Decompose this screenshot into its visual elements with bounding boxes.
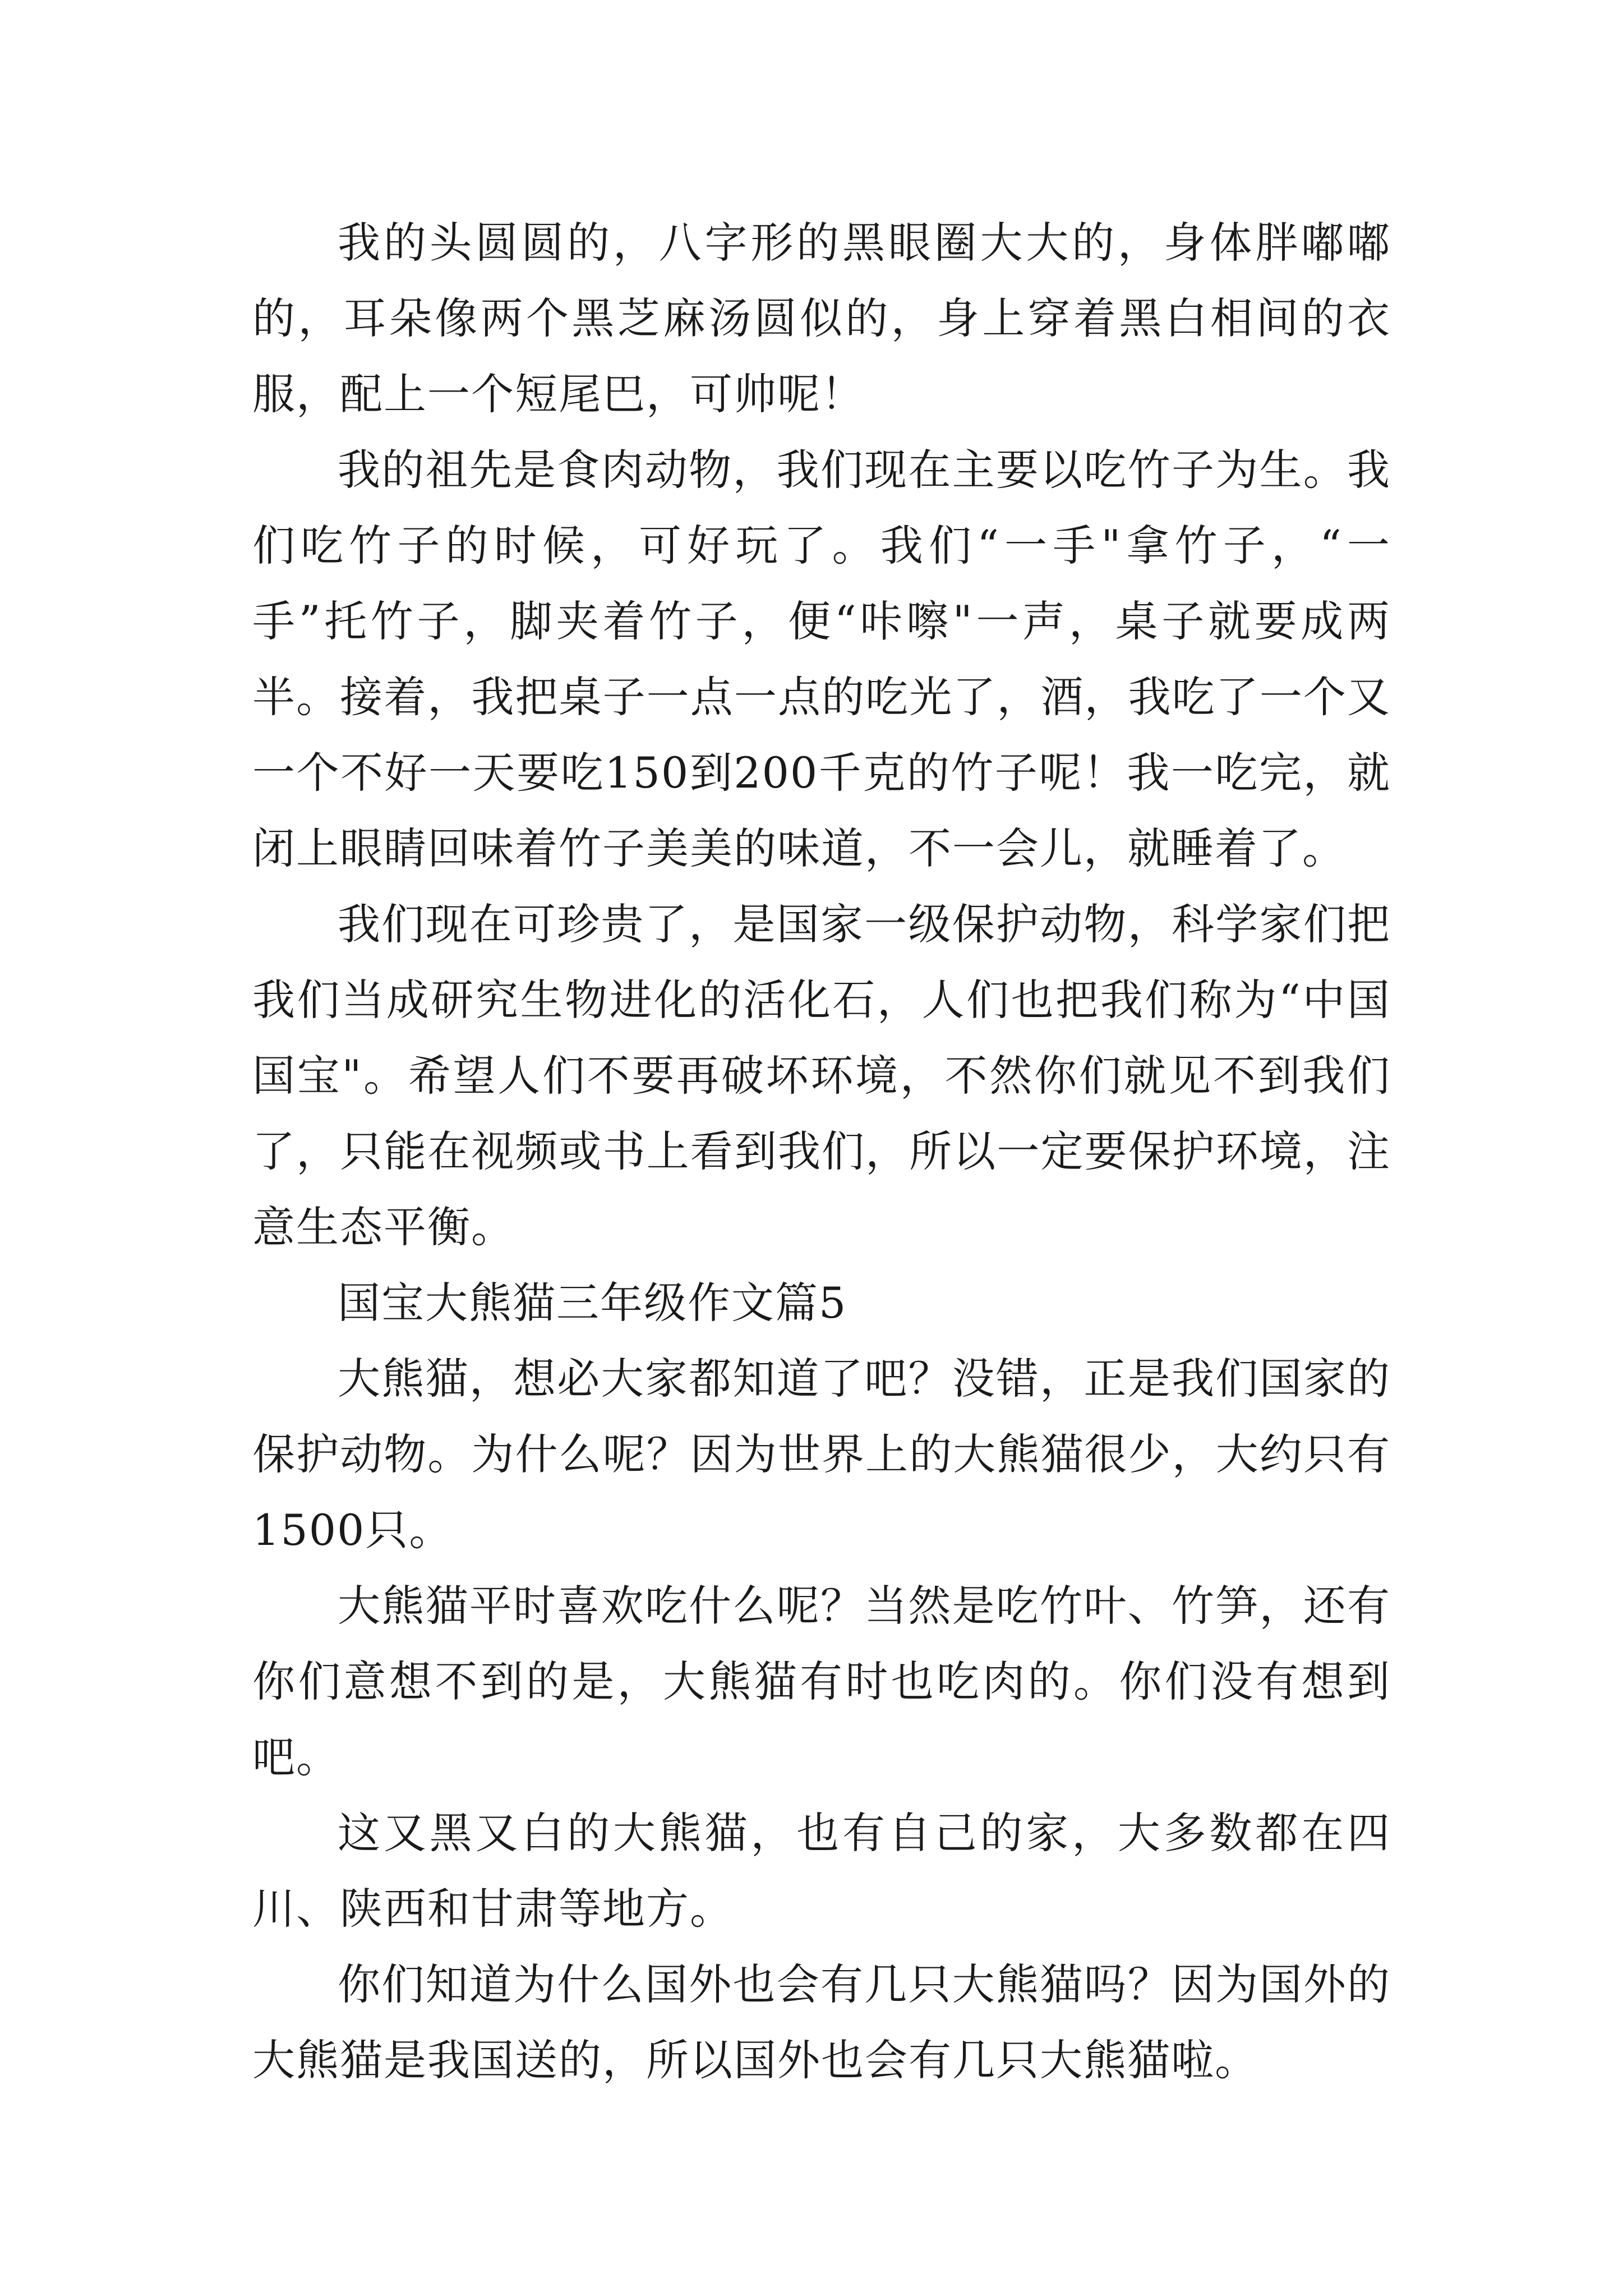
- paragraph-intro: 大熊猫，想必大家都知道了吧？没错，正是我们国家的保护动物。为什么呢？因为世界上的大熊猫很少，大约只有1500只。: [252, 1354, 1391, 1555]
- paragraph-diet: 大熊猫平时喜欢吃什么呢？当然是吃竹叶、竹笋，还有你们意想不到的是，大熊猫有时也吃肉的。你们没有想到吧。: [252, 1581, 1391, 1782]
- paragraph-appearance: 我的头圆圆的，八字形的黑眼圈大大的，身体胖嘟嘟的，耳朵像两个黑芝麻汤圆似的，身上穿着黑白相间的衣服，配上一个短尾巴，可帅呢！: [252, 218, 1391, 419]
- paragraph-protection: 我们现在可珍贵了，是国家一级保护动物，科学家们把我们当成研究生物进化的活化石，人们也把我们称为“中国国宝"。希望人们不要再破坏环境，不然你们就见不到我们了，只能在视频或书上看到我们，所以一定要保护环境，注意生态平衡。: [252, 899, 1391, 1252]
- paragraph-abroad: 你们知道为什么国外也会有几只大熊猫吗？因为国外的大熊猫是我国送的，所以国外也会有几只大熊猫啦。: [252, 1959, 1391, 2085]
- paragraph-habitat: 这又黑又白的大熊猫，也有自己的家，大多数都在四川、陕西和甘肃等地方。: [252, 1808, 1391, 1934]
- paragraph-eating-bamboo: 我的祖先是食肉动物，我们现在主要以吃竹子为生。我们吃竹子的时候，可好玩了。我们“一手"拿竹子，“一手”托竹子，脚夹着竹子，便“咔嚓"一声，桌子就要成两半。接着，我把桌子一点一点的吃光了，酒，我吃了一个又一个不好一天要吃150到200千克的竹子呢！我一吃完，就闭上眼睛回味着竹子美美的味道，不一会儿，就睡着了。: [252, 445, 1391, 873]
- section-heading: 国宝大熊猫三年级作文篇5: [338, 1278, 847, 1328]
- article-body: [252, 205, 1391, 2098]
